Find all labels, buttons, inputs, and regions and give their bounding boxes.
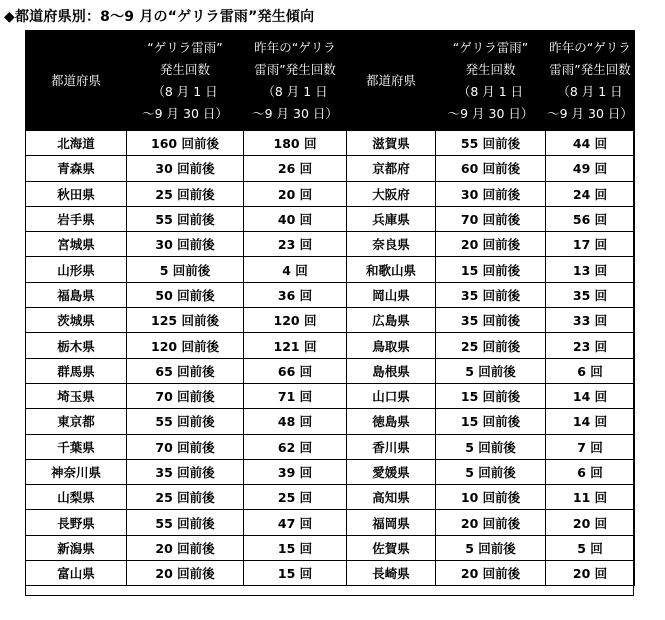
- last-year-left-cell: 25 回: [244, 485, 347, 510]
- prefecture-left-cell: 秋田県: [26, 181, 127, 206]
- table-row: [26, 282, 635, 307]
- prefecture-left-cell: 山形県: [26, 257, 127, 282]
- prefecture-right-cell: 滋賀県: [347, 131, 436, 156]
- prefecture-left-cell: 宮城県: [26, 232, 127, 257]
- table-row: [26, 181, 635, 206]
- count-left-cell: 70 回前後: [127, 434, 244, 459]
- count-left-cell: 50 回前後: [127, 282, 244, 307]
- prefecture-left-cell: 神奈川県: [26, 459, 127, 484]
- count-right-cell: 15 回前後: [436, 409, 546, 434]
- last-year-left-cell: 26 回: [244, 156, 347, 181]
- last-year-left-cell: 39 回: [244, 459, 347, 484]
- table-row: [26, 485, 635, 510]
- prefecture-left-cell: 埼玉県: [26, 383, 127, 408]
- count-right-cell: 30 回前後: [436, 181, 546, 206]
- page-title: ◆都道府県別：8～9 月の“ゲリラ雷雨”発生傾向: [4, 9, 315, 25]
- prefecture-right-cell: 鳥取県: [347, 333, 436, 358]
- count-right-cell: 70 回前後: [436, 206, 546, 231]
- last-year-left-cell: 40 回: [244, 206, 347, 231]
- prefecture-left-cell: 茨城県: [26, 308, 127, 333]
- header-count-right: “ゲリラ雷雨” 発生回数 （8 月 1 日 ～9 月 30 日）: [436, 31, 546, 131]
- prefecture-right-cell: 愛媛県: [347, 459, 436, 484]
- table-row: [26, 333, 635, 358]
- count-left-cell: 55 回前後: [127, 510, 244, 535]
- last-year-left-cell: 4 回: [244, 257, 347, 282]
- table-row: [26, 156, 635, 181]
- last-year-right-cell: 20 回: [546, 510, 635, 535]
- last-year-left-cell: 66 回: [244, 358, 347, 383]
- count-left-cell: 5 回前後: [127, 257, 244, 282]
- last-year-right-cell: 6 回: [546, 358, 635, 383]
- count-right-cell: 15 回前後: [436, 383, 546, 408]
- table-row: [26, 358, 635, 383]
- prefecture-left-cell: 福島県: [26, 282, 127, 307]
- table-row: [26, 409, 635, 434]
- table-row: [26, 308, 635, 333]
- last-year-left-cell: 15 回: [244, 535, 347, 560]
- prefecture-right-cell: 福岡県: [347, 510, 436, 535]
- last-year-right-cell: 11 回: [546, 485, 635, 510]
- count-left-cell: 160 回前後: [127, 131, 244, 156]
- prefecture-right-cell: 佐賀県: [347, 535, 436, 560]
- count-right-cell: 20 回前後: [436, 510, 546, 535]
- prefecture-right-cell: 京都府: [347, 156, 436, 181]
- count-right-cell: 25 回前後: [436, 333, 546, 358]
- table-row: [26, 434, 635, 459]
- prefecture-right-cell: 大阪府: [347, 181, 436, 206]
- prefecture-right-cell: 高知県: [347, 485, 436, 510]
- last-year-left-cell: 180 回: [244, 131, 347, 156]
- count-left-cell: 25 回前後: [127, 181, 244, 206]
- table-row: [26, 459, 635, 484]
- count-left-cell: 120 回前後: [127, 333, 244, 358]
- count-right-cell: 5 回前後: [436, 358, 546, 383]
- last-year-right-cell: 14 回: [546, 383, 635, 408]
- last-year-right-cell: 23 回: [546, 333, 635, 358]
- count-left-cell: 70 回前後: [127, 383, 244, 408]
- last-year-right-cell: 49 回: [546, 156, 635, 181]
- prefecture-right-cell: 奈良県: [347, 232, 436, 257]
- count-left-cell: 125 回前後: [127, 308, 244, 333]
- last-year-right-cell: 44 回: [546, 131, 635, 156]
- count-left-cell: 30 回前後: [127, 156, 244, 181]
- prefecture-right-cell: 兵庫県: [347, 206, 436, 231]
- count-right-cell: 5 回前後: [436, 434, 546, 459]
- table-row: [26, 383, 635, 408]
- count-right-cell: 5 回前後: [436, 535, 546, 560]
- table-row: [26, 257, 635, 282]
- table-row: [26, 206, 635, 231]
- prefecture-right-cell: 岡山県: [347, 282, 436, 307]
- count-left-cell: 30 回前後: [127, 232, 244, 257]
- last-year-right-cell: 33 回: [546, 308, 635, 333]
- header-prefecture-right: 都道府県: [347, 31, 436, 131]
- prefecture-right-cell: 広島県: [347, 308, 436, 333]
- header-prefecture-left: 都道府県: [26, 31, 127, 131]
- last-year-right-cell: 35 回: [546, 282, 635, 307]
- prefecture-right-cell: 徳島県: [347, 409, 436, 434]
- last-year-right-cell: 7 回: [546, 434, 635, 459]
- count-left-cell: 35 回前後: [127, 459, 244, 484]
- prefecture-left-cell: 栃木県: [26, 333, 127, 358]
- prefecture-left-cell: 新潟県: [26, 535, 127, 560]
- count-right-cell: 20 回前後: [436, 232, 546, 257]
- last-year-left-cell: 121 回: [244, 333, 347, 358]
- last-year-right-cell: 14 回: [546, 409, 635, 434]
- count-left-cell: 20 回前後: [127, 535, 244, 560]
- last-year-left-cell: 120 回: [244, 308, 347, 333]
- last-year-left-cell: 47 回: [244, 510, 347, 535]
- last-year-left-cell: 23 回: [244, 232, 347, 257]
- table-row: [26, 535, 635, 560]
- count-left-cell: 25 回前後: [127, 485, 244, 510]
- count-right-cell: 15 回前後: [436, 257, 546, 282]
- prefecture-right-cell: 長崎県: [347, 561, 436, 586]
- count-right-cell: 20 回前後: [436, 561, 546, 586]
- prefecture-left-cell: 富山県: [26, 561, 127, 586]
- last-year-right-cell: 13 回: [546, 257, 635, 282]
- count-right-cell: 5 回前後: [436, 459, 546, 484]
- prefecture-left-cell: 東京都: [26, 409, 127, 434]
- last-year-right-cell: 24 回: [546, 181, 635, 206]
- last-year-left-cell: 48 回: [244, 409, 347, 434]
- count-left-cell: 55 回前後: [127, 409, 244, 434]
- last-year-right-cell: 6 回: [546, 459, 635, 484]
- table-body: [26, 131, 635, 586]
- count-right-cell: 10 回前後: [436, 485, 546, 510]
- count-right-cell: 60 回前後: [436, 156, 546, 181]
- last-year-left-cell: 71 回: [244, 383, 347, 408]
- prefecture-left-cell: 群馬県: [26, 358, 127, 383]
- table-row: [26, 131, 635, 156]
- prefecture-left-cell: 青森県: [26, 156, 127, 181]
- count-right-cell: 35 回前後: [436, 282, 546, 307]
- last-year-left-cell: 15 回: [244, 561, 347, 586]
- last-year-right-cell: 5 回: [546, 535, 635, 560]
- table-row: [26, 510, 635, 535]
- last-year-right-cell: 20 回: [546, 561, 635, 586]
- last-year-left-cell: 36 回: [244, 282, 347, 307]
- last-year-left-cell: 20 回: [244, 181, 347, 206]
- count-left-cell: 20 回前後: [127, 561, 244, 586]
- prefecture-right-cell: 和歌山県: [347, 257, 436, 282]
- last-year-left-cell: 62 回: [244, 434, 347, 459]
- header-last-year-right: 昨年の“ゲリラ 雷雨”発生回数 （8 月 1 日 ～9 月 30 日）: [546, 31, 635, 131]
- prefecture-right-cell: 山口県: [347, 383, 436, 408]
- header-last-year-left: 昨年の“ゲリラ 雷雨”発生回数 （8 月 1 日 ～9 月 30 日）: [244, 31, 347, 131]
- prefecture-left-cell: 千葉県: [26, 434, 127, 459]
- prefecture-right-cell: 香川県: [347, 434, 436, 459]
- count-right-cell: 55 回前後: [436, 131, 546, 156]
- last-year-right-cell: 17 回: [546, 232, 635, 257]
- prefecture-left-cell: 長野県: [26, 510, 127, 535]
- table-row: [26, 232, 635, 257]
- prefecture-left-cell: 北海道: [26, 131, 127, 156]
- table-row: [26, 561, 635, 586]
- prefecture-left-cell: 岩手県: [26, 206, 127, 231]
- prefecture-table: [25, 30, 635, 586]
- last-year-right-cell: 56 回: [546, 206, 635, 231]
- count-right-cell: 35 回前後: [436, 308, 546, 333]
- prefecture-left-cell: 山梨県: [26, 485, 127, 510]
- count-left-cell: 65 回前後: [127, 358, 244, 383]
- count-left-cell: 55 回前後: [127, 206, 244, 231]
- header-count-left: “ゲリラ雷雨” 発生回数 （8 月 1 日 ～9 月 30 日）: [127, 31, 244, 131]
- prefecture-right-cell: 島根県: [347, 358, 436, 383]
- header-row: [26, 31, 635, 131]
